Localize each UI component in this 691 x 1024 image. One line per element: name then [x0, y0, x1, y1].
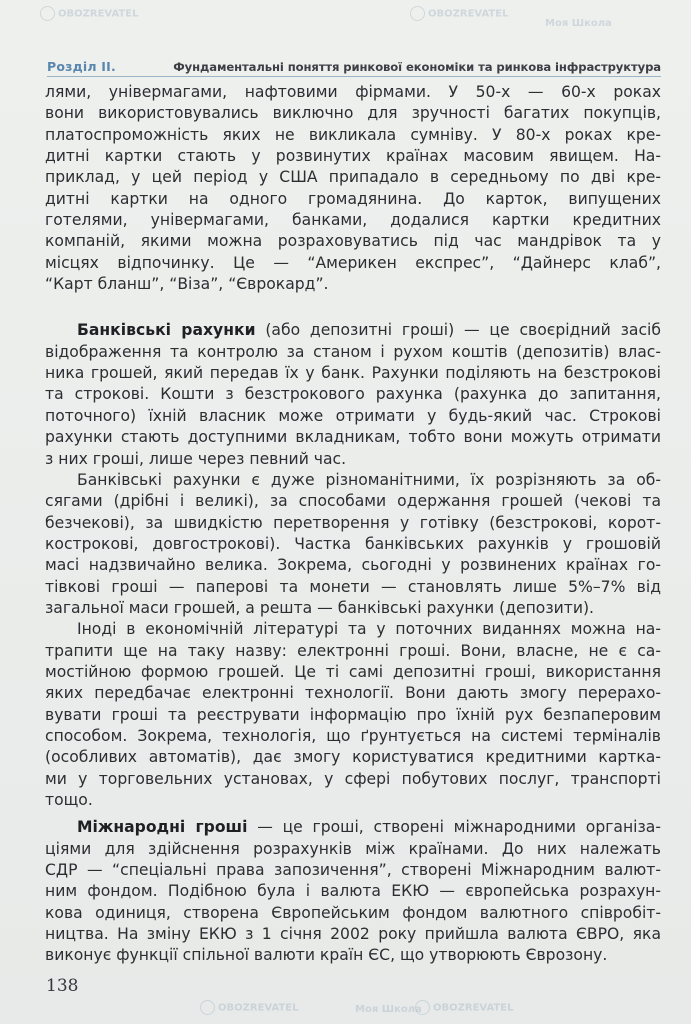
text-line: способом. Зокрема, технологія, що ґрунтується на системі терміналів [45, 726, 661, 745]
page-number: 138 [46, 976, 79, 996]
text-line: тівкові гроші — паперові та монети — становлять лише 5%–7% від [45, 577, 661, 596]
text-line: ництва. На зміну ЕКЮ з 1 січня 2002 року прийшла валюта ЄВРО, яка [45, 925, 661, 944]
text-line: Міжнародні гроші — це гроші, створені міжнародними організа- [77, 818, 661, 837]
text-line: СДР — “спеціальні права запозичення”, створені Міжнародним валют- [45, 861, 661, 880]
text-line: ціями для здійснення розрахунків між країнами. До них належать [45, 839, 661, 858]
text-line: безчекові), за швидкістю перетворення у готівку (безстрокові, корот- [45, 513, 661, 532]
text-line: вувати гроші та реєструвати інформацію про їхній рух безпаперовим [45, 705, 661, 724]
running-header [47, 54, 661, 77]
text-line: мостійною формою грошей. Це ті самі депозитні гроші, використання [45, 662, 661, 681]
watermark-obozrevatel: OBOZREVATEL [40, 6, 138, 21]
text-line: виконує функції спільної валюти країн ЄС, що утворюють Єврозону. [45, 946, 608, 965]
watermark-obozrevatel: OBOZREVATEL [410, 6, 508, 21]
watermark-obozrevatel: OBOZREVATEL [415, 1000, 513, 1015]
text-line: лями, універмагами, нафтовими фірмами. У 50-х — 60-х роках [45, 83, 661, 101]
text-line: приклад, у цей період у США припадало в середньому по дві кре- [45, 168, 661, 187]
paragraph-international-money [45, 817, 661, 966]
text-line: масі надзвичайно велика. Зокрема, сьогодні у розвинених країнах го- [45, 556, 661, 575]
term-international-money: Міжнародні гроші [77, 818, 248, 837]
watermark-logo-icon [40, 6, 55, 21]
term-bank-accounts: Банківські рахунки [77, 321, 256, 340]
text-line: платоспроможність яких не викликала сумніву. У 80-х роках кре- [45, 125, 661, 144]
text-line: дитні картки на одного громадянина. До карток, випущених [45, 189, 661, 208]
body-text [45, 82, 661, 967]
text-line: ми у торговельних установах, у сфері побутових послуг, транспорті [45, 769, 661, 788]
paragraph-bank-accounts [45, 320, 661, 469]
paragraph-electronic-money [45, 619, 661, 811]
text-line: трапити ще на таку назву: електронні гроші. Вони, власне, не є са- [45, 641, 661, 660]
text-line: (особливих автоматів), дає змогу користуватися кредитними картка- [45, 748, 661, 767]
watermark-logo-icon [415, 1000, 430, 1015]
text-line: місцях відпочинку. Це — “Америкен експрес”, “Дайнерс клаб”, [45, 253, 661, 272]
watermark-logo-icon [200, 1000, 215, 1015]
watermark-logo-icon [410, 6, 425, 21]
text-line: Банківські рахунки є дуже різноманітними, їх розрізняють за об- [77, 470, 661, 489]
text-line: Банківські рахунки (або депозитні гроші) — це своєрідний засіб [77, 321, 661, 340]
text-line: готелями, універмагами, банками, додалися картки кредитних [45, 211, 661, 230]
text-line: та строкові. Кошти з безстрокового рахунка (рахунка до запитання, [45, 385, 661, 404]
text-line: компаній, якими можна розраховуватись під час мандрівок та у [45, 232, 661, 251]
text-line: сягами (дрібні і великі), за способами одержання грошей (чекові та [45, 492, 661, 511]
text-line: дитні картки стають у розвинутих країнах масовим явищем. На- [45, 147, 661, 166]
text-line: загальної маси грошей, а решта — банківські рахунки (депозити). [45, 598, 595, 617]
paragraph-credit-cards [45, 82, 661, 295]
text-line: яких передбачає електронні технології. Вони дають змогу перерахо- [45, 684, 661, 703]
text-line: поточного) їхній власник може отримати у будь-який час. Строкові [45, 406, 661, 425]
text-line: ним фондом. Подібною була і валюта ЕКЮ — європейська розрахун- [45, 882, 661, 901]
text-line: Іноді в економічній літературі та у поточних виданнях можна на- [77, 620, 661, 639]
paragraph-bank-accounts-types [45, 470, 661, 619]
text-line: кова одиниця, створена Європейським фондом валютного співробіт- [45, 903, 661, 922]
text-line: відображення та контролю за станом і рухом коштів (депозитів) влас- [45, 342, 661, 361]
text-line: тощо. [45, 791, 93, 809]
text-line: вони використовувались виключно для зручності багатих покупців, [45, 104, 661, 123]
text-line: “Карт бланш”, “Віза”, “Єврокард”. [45, 275, 329, 294]
text-line: ника грошей, який передав їх у банк. Рахунки поділяють на безстрокові [45, 364, 661, 383]
text-line: з них гроші, лише через певний час. [45, 449, 347, 468]
text-line: кострокові, довгострокові). Частка банківських рахунків у грошовій [45, 534, 661, 553]
text-line: рахунки стають доступними вкладникам, тобто вони можуть отримати [45, 428, 661, 447]
watermark-moya-shkola: Моя Школа [545, 18, 612, 29]
chapter-label: Розділ ІІ. [47, 59, 116, 74]
chapter-title: Фундаментальні поняття ринкової економіки та ринкова інфраструктура [173, 60, 661, 74]
watermark-moya-shkola: Моя Школа [355, 1004, 422, 1015]
watermark-obozrevatel: OBOZREVATEL [200, 1000, 298, 1015]
